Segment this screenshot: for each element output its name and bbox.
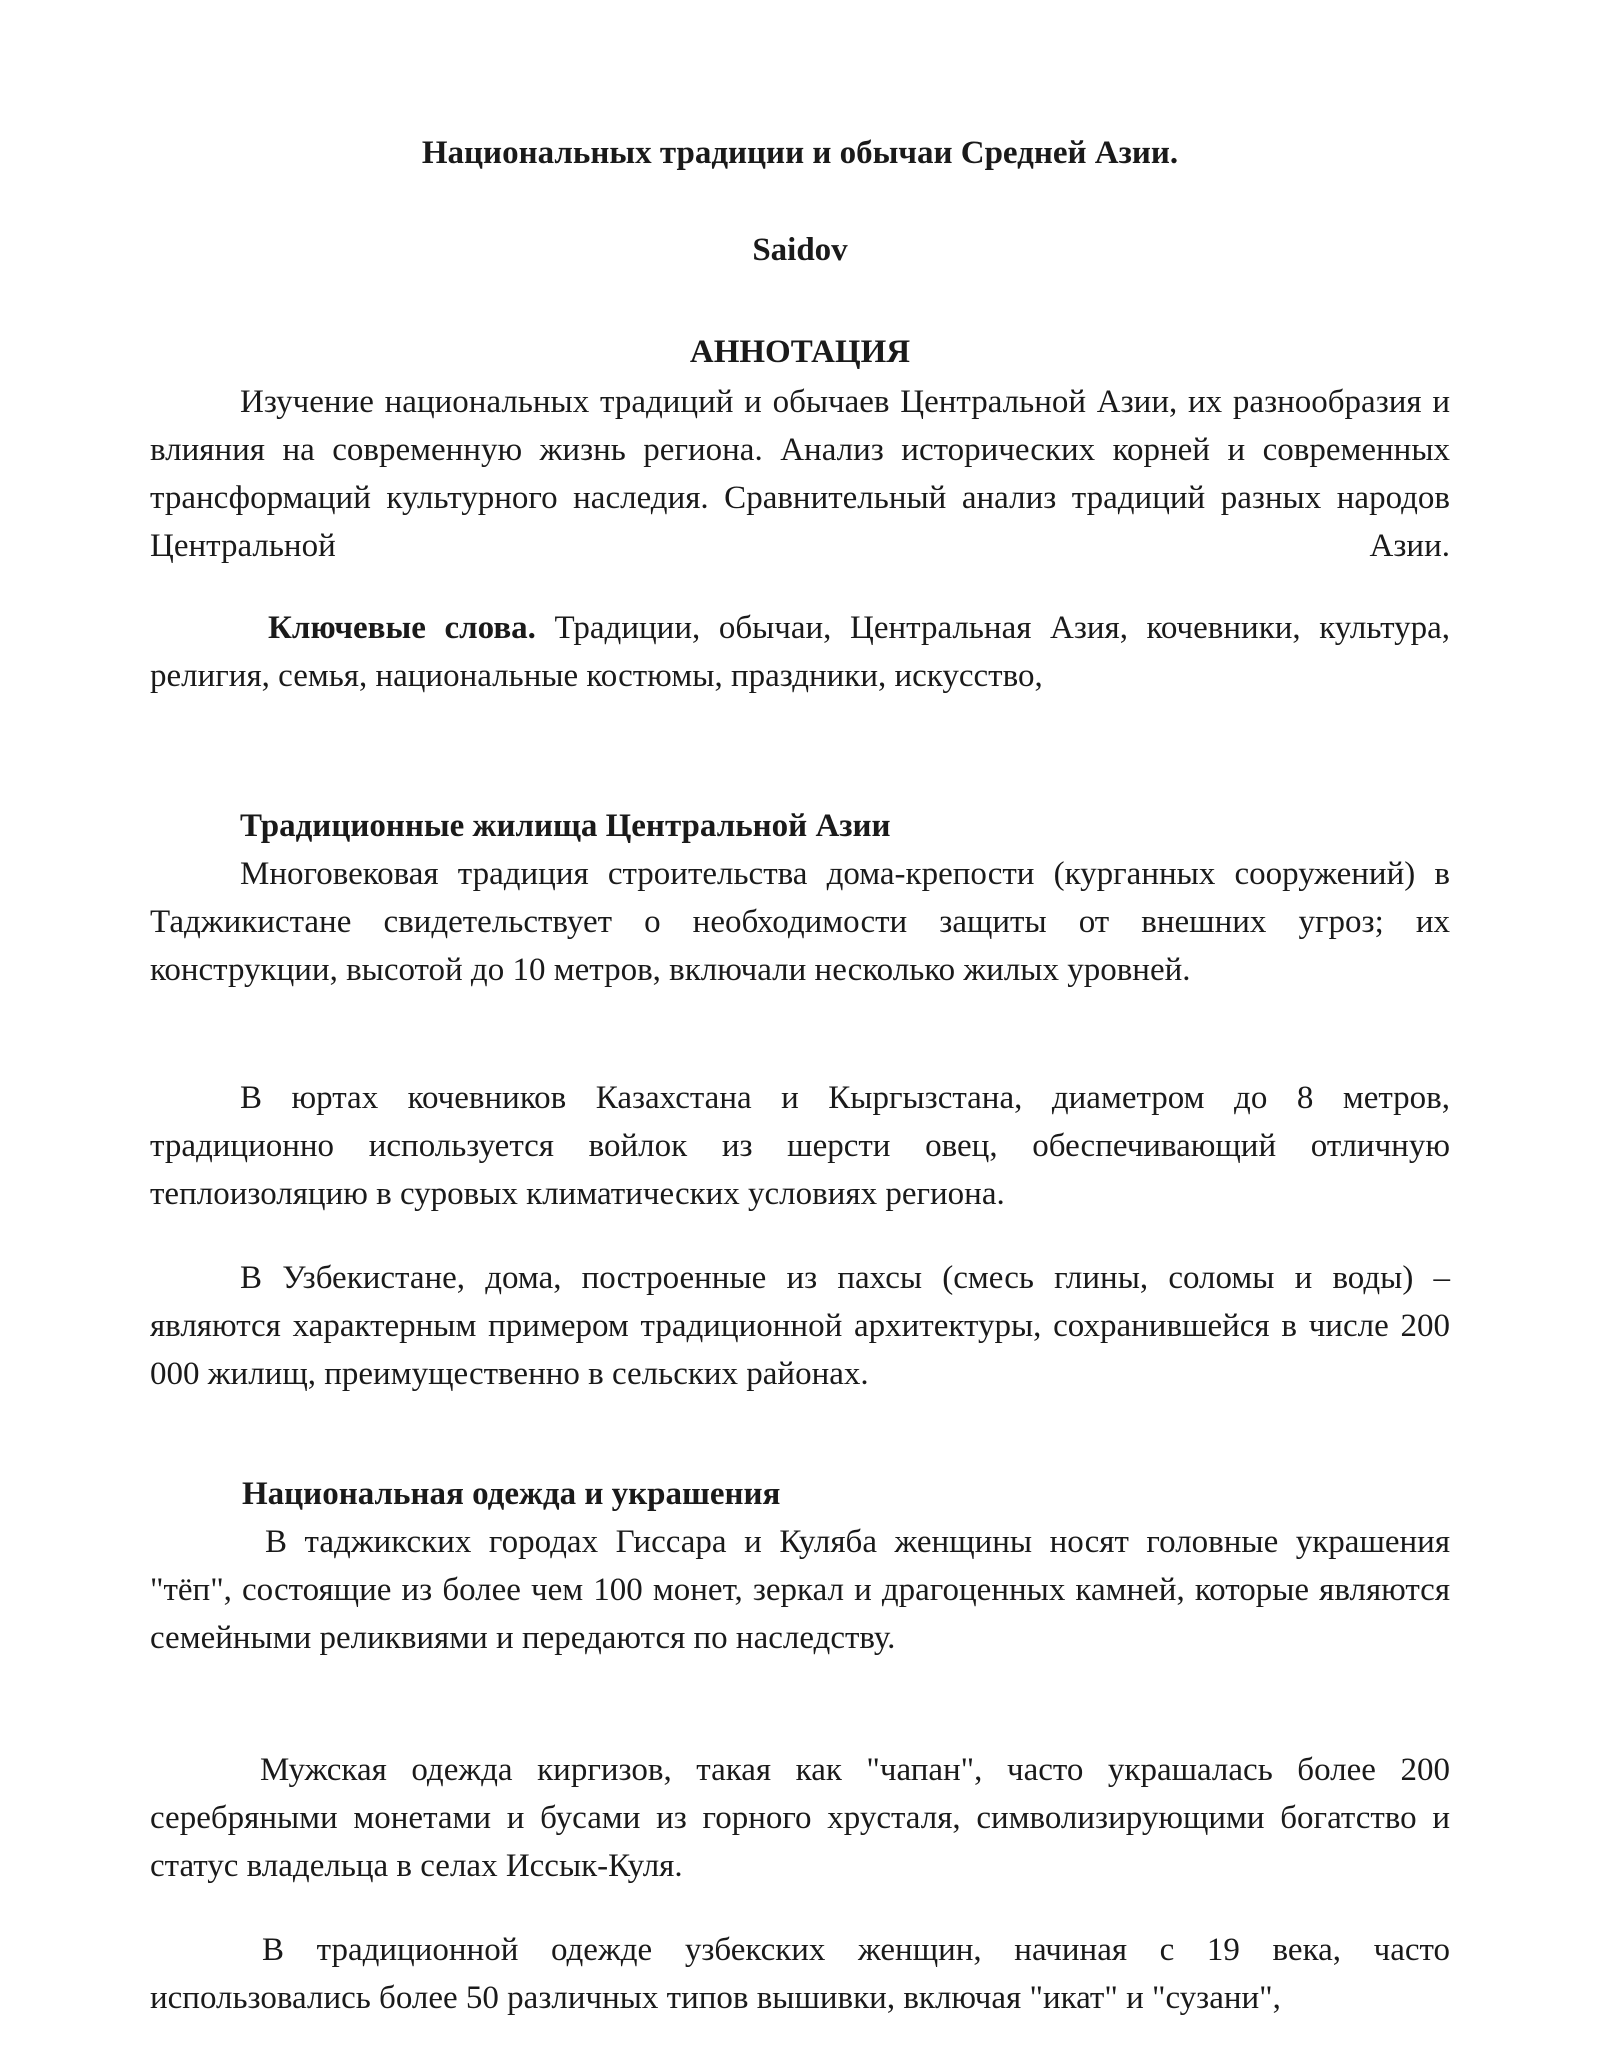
section1-paragraph-2: В юртах кочевников Казахстана и Кыргызстана, диаметром до 8 метров, традиционно используется войлок из шерсти овец, обеспечивающий отличную теплоизоляцию в суровых климатических условиях региона. xyxy=(150,1080,1450,1212)
document-title: Национальных традиции и обычаи Средней Азии. xyxy=(421,135,1179,171)
keywords-label: Ключевые слова. xyxy=(268,610,536,646)
section-heading-clothing: Национальная одежда и украшения xyxy=(242,1476,781,1512)
author-name: Saidov xyxy=(752,232,848,268)
annotation-paragraph: Изучение национальных традиций и обычаев Центральной Азии, их разнообразия и влияния на современную жизнь региона. Анализ исторических корней и современных трансформаций культурного наследия. Сравнительный анализ традиций разных народов Центральной Азии. xyxy=(150,384,1450,564)
section1-paragraph-3: В Узбекистане, дома, построенные из пахсы (смесь глины, соломы и воды) – являются характерным примером традиционной архитектуры, сохранившейся в числе 200 000 жилищ, преимущественно в сельских районах. xyxy=(150,1260,1450,1392)
section2-paragraph-2: Мужская одежда киргизов, такая как "чапан", часто украшалась более 200 серебряными монетами и бусами из горного хрусталя, символизирующими богатство и статус владельца в селах Иссык-Куля. xyxy=(150,1752,1450,1884)
section2-paragraph-1: В таджикских городах Гиссара и Куляба женщины носят головные украшения "тёп", состоящие из более чем 100 монет, зеркал и драгоценных камней, которые являются семейными реликвиями и передаются по наследству. xyxy=(150,1524,1450,1656)
section1-paragraph-1: Многовековая традиция строительства дома-крепости (курганных сооружений) в Таджикистане свидетельствует о необходимости защиты от внешних угроз; их конструкции, высотой до 10 метров, включали несколько жилых уровней. xyxy=(150,856,1450,988)
annotation-heading: АННОТАЦИЯ xyxy=(689,334,911,370)
section2-paragraph-3: В традиционной одежде узбекских женщин, начиная с 19 века, часто использовались более 50 различных типов вышивки, включая "икат" и "сузани", xyxy=(150,1932,1450,2016)
section-heading-dwellings: Традиционные жилища Центральной Азии xyxy=(240,808,891,844)
keywords-text: Традиции, обычаи, Центральная Азия, кочевники, культура, религия, семья, национальные костюмы, праздники, искусство, xyxy=(150,610,1450,694)
keywords-paragraph xyxy=(150,604,1450,700)
